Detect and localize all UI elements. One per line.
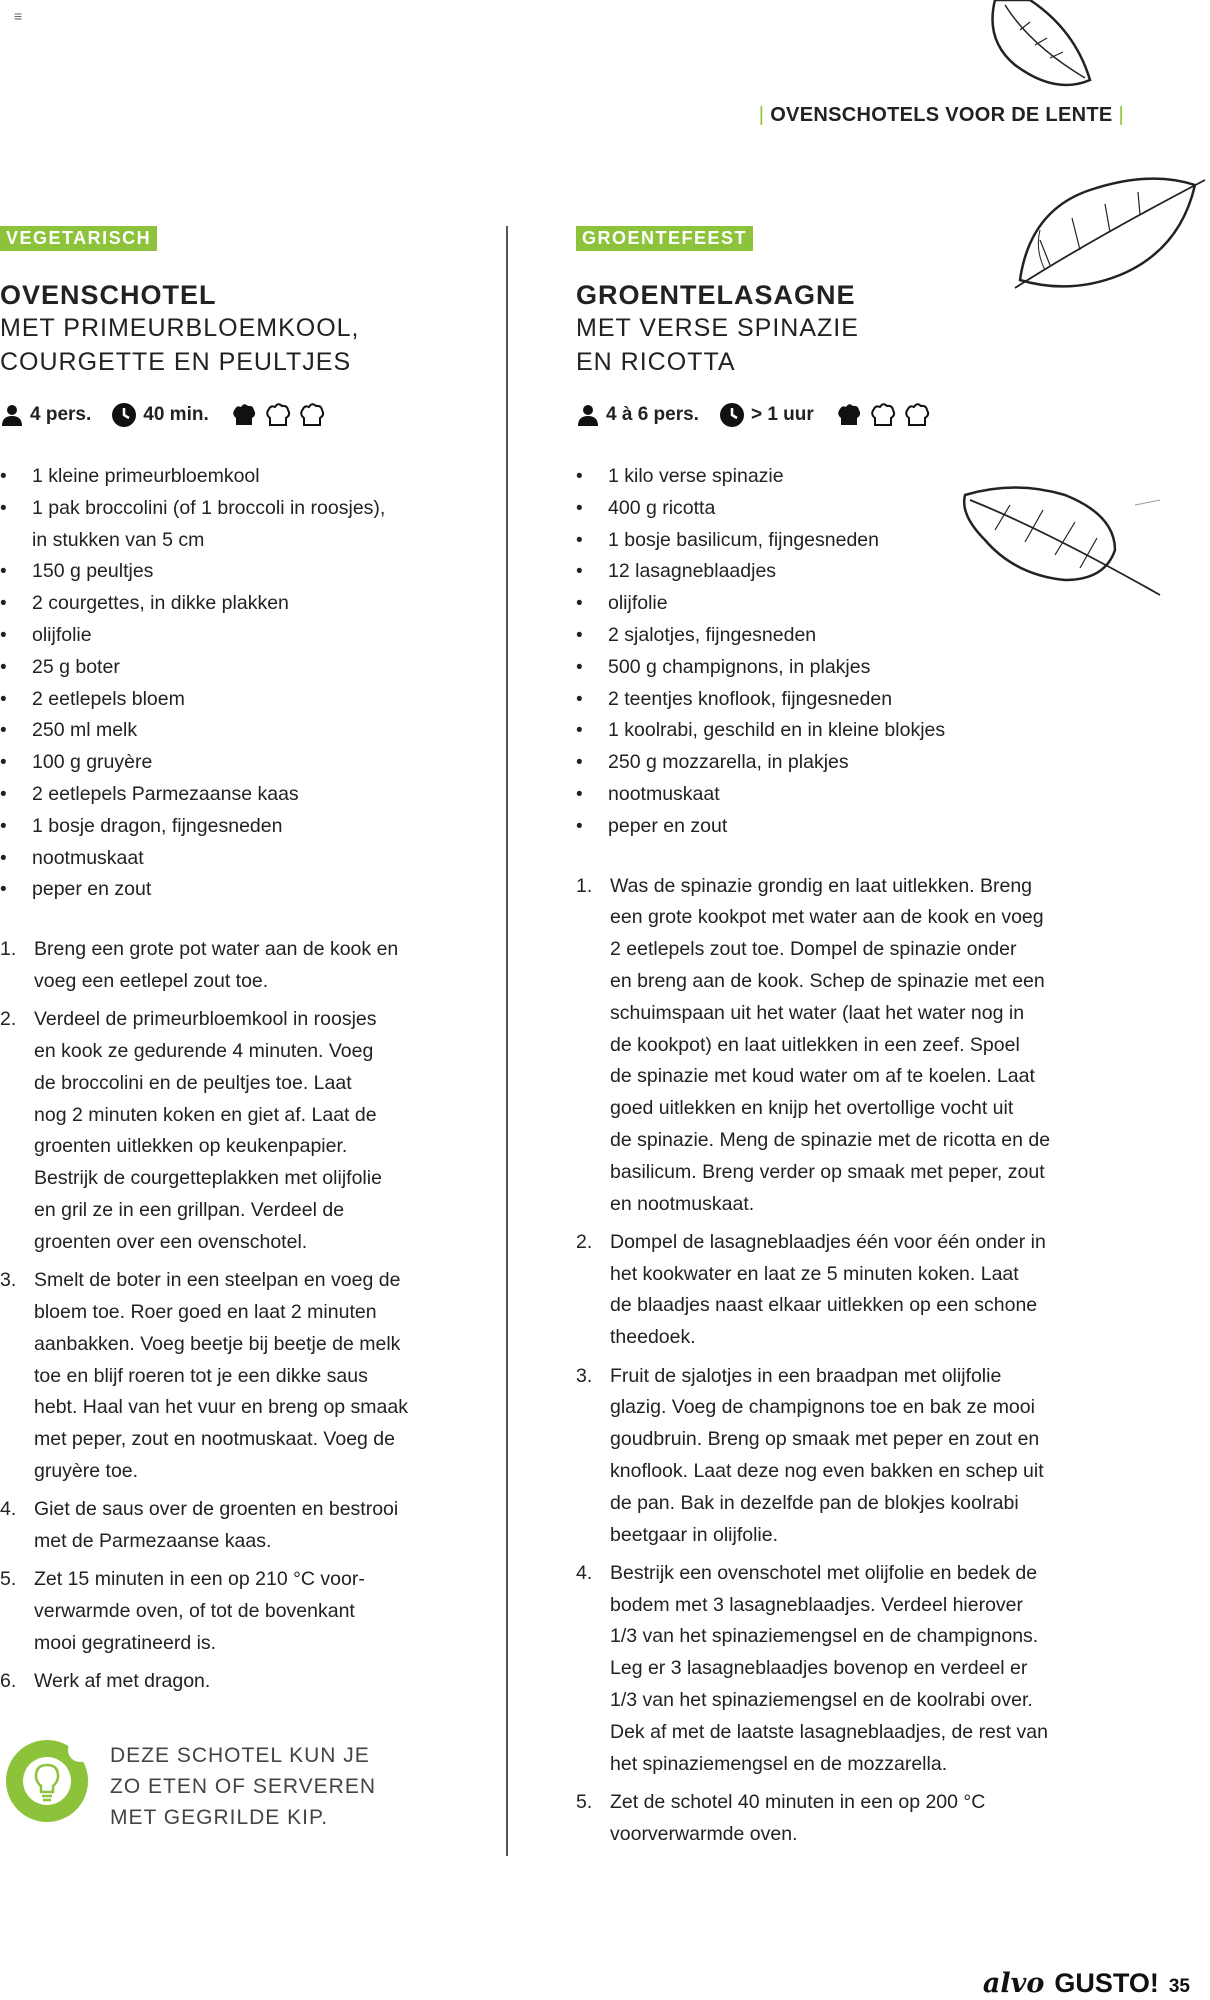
- ingredient: • 2 sjalotjes, fijngesneden: [576, 620, 1096, 652]
- step-text: Zet 15 minuten in een op 210 °C voor- verwarmde oven, of tot de bovenkant mooi gegratineerd is.: [34, 1568, 365, 1654]
- column-divider: [506, 226, 508, 1856]
- step-list: [576, 871, 1096, 1851]
- ingredient: • nootmuskaat: [0, 843, 440, 875]
- recipe-title: OVENSCHOTEL: [0, 280, 217, 310]
- step-text: Zet de schotel 40 minuten in een op 200 °C voorverwarmde oven.: [610, 1790, 986, 1845]
- person-icon: [0, 403, 24, 427]
- step-number: 6.: [0, 1670, 17, 1693]
- recipe-tag: GROENTEFEEST: [576, 226, 753, 251]
- step-text: Was de spinazie grondig en laat uitlekken. Breng een grote kookpot met water aan de kook en voeg 2 eetlepels zout toe. Dompel de spinazie onder en breng aan de kook. Schep de spinazie met een schuimspaan uit het water (laat het water nog in de kookpot) en laat uitlekken in een zeef. Spoel de spinazie met koud water om af te koelen. Laat goed uitlekken en knijp het overtollige vocht uit de spinazie. Meng de spinazie met de ricotta en de basilicum. Breng verder op smaak met peper, zout en nootmuskaat.: [610, 874, 1051, 1215]
- prep-time: > 1 uur: [750, 404, 814, 425]
- step-list: [0, 934, 440, 1698]
- ingredient: • 1 kleine primeurbloemkool: [0, 461, 440, 493]
- step: [0, 1564, 440, 1659]
- chef-hat-empty-icon: [904, 402, 930, 428]
- ingredient: • 400 g ricotta: [576, 493, 1096, 525]
- chef-hat-empty-icon: [299, 402, 325, 428]
- step-text: Giet de saus over de groenten en bestrooi met de Parmezaanse kaas.: [34, 1498, 399, 1552]
- step: [0, 1004, 440, 1258]
- section-header: | OVENSCHOTELS VOOR DE LENTE |: [758, 104, 1124, 126]
- step-number: 1.: [0, 938, 17, 961]
- step: [0, 1666, 440, 1698]
- step-number: 2.: [0, 1008, 17, 1031]
- chef-hat-empty-icon: [265, 402, 291, 428]
- step-number: 4.: [576, 1561, 593, 1584]
- difficulty-rating: [836, 402, 936, 428]
- step: [576, 871, 1096, 1221]
- ingredient: • 2 teentjes knoflook, fijngesneden: [576, 684, 1096, 716]
- recipe-meta: [576, 399, 1096, 431]
- ingredient: • 2 courgettes, in dikke plakken: [0, 588, 440, 620]
- ingredient: • 150 g peultjes: [0, 556, 440, 588]
- step-text: Verdeel de primeurbloemkool in roosjes en kook ze gedurende 4 minuten. Voeg de broccolini en de peultjes toe. Laat nog 2 minuten koken en giet af. Laat de groenten uitlekken op keukenpapier. Bestrijk de courgetteplakken met olijfolie en gril ze in een grillpan. Verdeel de groenten over een ovenschotel.: [34, 1008, 382, 1253]
- chef-hat-filled-icon: [231, 402, 257, 428]
- step-number: 5.: [576, 1790, 593, 1813]
- step: [576, 1227, 1096, 1354]
- tip-text: DEZE SCHOTEL KUN JE ZO ETEN OF SERVEREN MET GEGRILDE KIP.: [110, 1744, 376, 1829]
- ingredient: • 500 g champignons, in plakjes: [576, 652, 1096, 684]
- ingredient: • 250 g mozzarella, in plakjes: [576, 747, 1096, 779]
- step-number: 5.: [0, 1568, 17, 1591]
- ingredient: • 25 g boter: [0, 652, 440, 684]
- page-number: 35: [1168, 1976, 1190, 1997]
- step-number: 2.: [576, 1230, 593, 1253]
- step-text: Dompel de lasagneblaadjes één voor één onder in het kookwater en laat ze 5 minuten koken. Laat de blaadjes naast elkaar uitlekken op een schone theedoek.: [610, 1230, 1046, 1349]
- chef-hat-filled-icon: [836, 402, 862, 428]
- footer-brand: [983, 1968, 1190, 1999]
- prep-time: 40 min.: [143, 404, 209, 425]
- step-text: Werk af met dragon.: [34, 1670, 211, 1693]
- ingredient: • nootmuskaat: [576, 779, 1096, 811]
- section-title: OVENSCHOTELS VOOR DE LENTE: [770, 104, 1113, 126]
- leaf-illustration-top: [985, 0, 1105, 95]
- tip-badge: [6, 1740, 88, 1822]
- ingredient: • 1 kilo verse spinazie: [576, 461, 1096, 493]
- ingredient-list: [576, 461, 1096, 843]
- recipe-subtitle: MET VERSE SPINAZIE EN RICOTTA: [576, 314, 859, 376]
- ingredient: • 1 koolrabi, geschild en in kleine blokjes: [576, 715, 1096, 747]
- recipe-meta: [0, 399, 440, 431]
- difficulty-rating: [231, 402, 331, 428]
- ingredient-list: [0, 461, 440, 906]
- step-text: Breng een grote pot water aan de kook en voeg een eetlepel zout toe.: [34, 938, 399, 992]
- recipe-title: GROENTELASAGNE: [576, 280, 856, 310]
- recipe-right: [576, 226, 1096, 1857]
- step: [0, 934, 440, 998]
- step-number: 3.: [0, 1269, 17, 1292]
- ingredient: • 250 ml melk: [0, 715, 440, 747]
- step-number: 1.: [576, 874, 593, 897]
- alvo-logo: alvo: [982, 1968, 1045, 1999]
- servings: 4 pers.: [30, 404, 92, 425]
- recipe-left: [0, 226, 440, 1704]
- ingredient: • peper en zout: [0, 874, 440, 906]
- ingredient: • 100 g gruyère: [0, 747, 440, 779]
- magazine-name: GUSTO!: [1054, 1968, 1159, 1998]
- ingredient: • 1 bosje dragon, fijngesneden: [0, 811, 440, 843]
- step: [576, 1361, 1096, 1552]
- step-text: Smelt de boter in een steelpan en voeg de bloem toe. Roer goed en laat 2 minuten aanbakken. Voeg beetje bij beetje de melk toe en blijf roeren tot je een dikke saus hebt. Haal van het vuur en breng op smaak met peper, zout en nootmuskaat. Voeg de gruyère toe.: [34, 1269, 408, 1482]
- step: [576, 1558, 1096, 1781]
- step-text: Fruit de sjalotjes in een braadpan met olijfolie glazig. Voeg de champignons toe en bak ze mooi goudbruin. Breng op smaak met peper en zout en knoflook. Laat deze nog even bakken en schep uit de pan. Bak in dezelfde pan de blokjes koolrabi beetgaar in olijfolie.: [610, 1364, 1044, 1546]
- chef-hat-empty-icon: [870, 402, 896, 428]
- person-icon: [576, 403, 600, 427]
- ingredient: • peper en zout: [576, 811, 1096, 843]
- ingredient: • olijfolie: [0, 620, 440, 652]
- servings: 4 à 6 pers.: [606, 404, 699, 425]
- recipe-tag: VEGETARISCH: [0, 226, 157, 251]
- clock-icon: [719, 402, 745, 428]
- menu-icon[interactable]: ≡: [14, 8, 23, 24]
- recipe-subtitle: MET PRIMEURBLOEMKOOL, COURGETTE EN PEULTJES: [0, 314, 360, 376]
- clock-icon: [111, 402, 137, 428]
- ingredient: • 2 eetlepels Parmezaanse kaas: [0, 779, 440, 811]
- step-text: Bestrijk een ovenschotel met olijfolie en bedek de bodem met 3 lasagneblaadjes. Verdeel hierover 1/3 van het spinaziemengsel en de champignons. Leg er 3 lasagneblaadjes bovenop en verdeel er 1/3 van het spinaziemengsel en de koolrabi over. Dek af met de laatste lasagneblaadjes, de rest van het spinaziemengsel en de mozzarella.: [610, 1561, 1048, 1775]
- ingredient: • 2 eetlepels bloem: [0, 684, 440, 716]
- step-number: 4.: [0, 1498, 17, 1521]
- step: [0, 1265, 440, 1488]
- ingredient: • olijfolie: [576, 588, 1096, 620]
- step: [0, 1494, 440, 1558]
- ingredient: • 1 pak broccolini (of 1 broccoli in roosjes), in stukken van 5 cm: [0, 493, 440, 557]
- tip-box: [6, 1740, 476, 1830]
- ingredient: • 1 bosje basilicum, fijngesneden: [576, 525, 1096, 557]
- step-number: 3.: [576, 1364, 593, 1387]
- ingredient: • 12 lasagneblaadjes: [576, 556, 1096, 588]
- step: [576, 1787, 1096, 1851]
- lightbulb-icon: [6, 1740, 88, 1822]
